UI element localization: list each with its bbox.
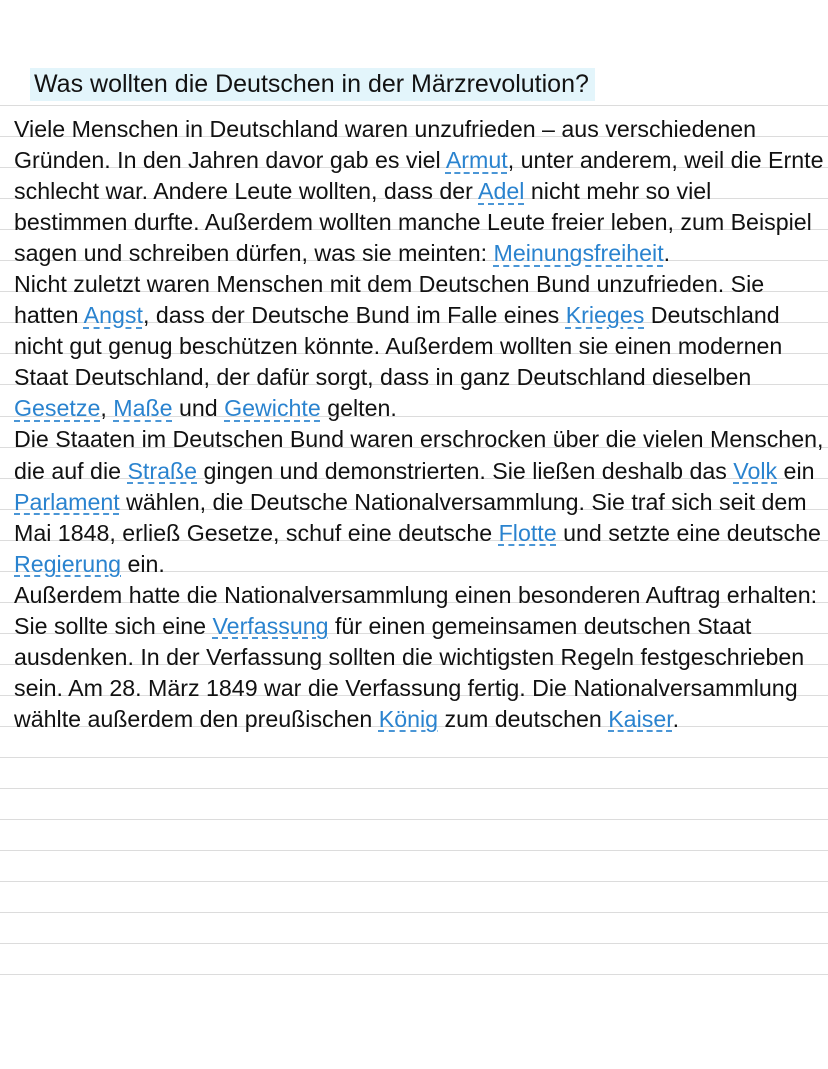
text: nicht mehr so viel bestimmen durfte. Außerdem wollten manche Leute freier leben, zum Beispiel sagen und schreiben dürfen, was sie meinten: — [14, 178, 812, 267]
text: Außerdem hatte die Nationalversammlung einen besonderen Auftrag erhalten: Sie sollte sich eine — [14, 581, 818, 639]
text: Deutschland nicht gut genug beschützen könnte. Außerdem wollten sie einen modernen Staat Deutschland, der dafür sorgt, dass in ganz Deutschland dieselben — [14, 302, 783, 391]
text: und setzte eine deutsche — [556, 519, 821, 546]
paragraph-nationalversammlung — [14, 424, 824, 579]
ruled-line — [0, 819, 828, 820]
keyword-link-gewichte[interactable]: Gewichte — [224, 395, 321, 422]
text: , unter anderem, weil die Ernte schlecht war. Andere Leute wollten, dass der — [14, 147, 824, 205]
text: Viele Menschen in Deutschland waren unzufrieden – aus verschiedenen Gründen. In den Jahren davor gab es viel — [14, 116, 757, 174]
text: Nicht zuletzt waren Menschen mit dem Deutschen Bund unzufrieden. Sie hatten — [14, 271, 765, 329]
text: ein — [777, 457, 815, 484]
text: und — [172, 395, 225, 422]
ruled-line — [0, 850, 828, 851]
ruled-line — [0, 881, 828, 882]
keyword-link-masse[interactable]: Maße — [113, 395, 173, 422]
keyword-link-angst[interactable]: Angst — [83, 302, 143, 329]
keyword-link-flotte[interactable]: Flotte — [498, 519, 557, 546]
text: für einen gemeinsamen deutschen Staat ausdenken. In der Verfassung sollten die wichtigsten Regeln festgeschrieben sein. Am 28. März 1849 war die Verfassung fertig. Die Nationalversammlung wählte außerdem den preußischen — [14, 612, 805, 732]
text: wählen, die Deutsche Nationalversammlung. Sie traf sich seit dem Mai 1848, erließ Gesetze, schuf eine deutsche — [14, 488, 807, 546]
keyword-link-koenig[interactable]: König — [378, 705, 439, 732]
text: , dass der Deutsche Bund im Falle eines — [142, 302, 566, 329]
keyword-link-adel[interactable]: Adel — [478, 178, 525, 205]
keyword-link-gesetze[interactable]: Gesetze — [14, 395, 101, 422]
ruled-line — [0, 974, 828, 975]
title-container — [30, 68, 595, 101]
text: . — [672, 705, 680, 732]
keyword-link-krieges[interactable]: Krieges — [565, 302, 645, 329]
text: zum deutschen — [438, 705, 609, 732]
ruled-line — [0, 943, 828, 944]
keyword-link-meinungsfreiheit[interactable]: Meinungsfreiheit — [493, 240, 664, 267]
keyword-link-strasse[interactable]: Straße — [127, 457, 198, 484]
document-body — [14, 114, 824, 735]
paragraph-deutscher-bund — [14, 269, 824, 424]
keyword-link-kaiser[interactable]: Kaiser — [608, 705, 673, 732]
ruled-line — [0, 912, 828, 913]
paragraph-verfassung — [14, 580, 824, 735]
keyword-link-armut[interactable]: Armut — [445, 147, 508, 174]
text: ein. — [121, 550, 165, 577]
keyword-link-verfassung[interactable]: Verfassung — [212, 612, 329, 639]
ruled-line — [0, 757, 828, 758]
paragraph-reasons — [14, 114, 824, 269]
ruled-line — [0, 788, 828, 789]
keyword-link-parlament[interactable]: Parlament — [14, 488, 120, 515]
text: . — [663, 240, 671, 267]
ruled-line — [0, 105, 828, 106]
keyword-link-regierung[interactable]: Regierung — [14, 550, 121, 577]
document-title: Was wollten die Deutschen in der Märzrevolution? — [30, 68, 595, 101]
text: Die Staaten im Deutschen Bund waren erschrocken über die vielen Menschen, die auf die — [14, 426, 824, 484]
keyword-link-volk[interactable]: Volk — [733, 457, 778, 484]
text: gingen und demonstrierten. Sie ließen deshalb das — [197, 457, 734, 484]
text: , — [100, 395, 114, 422]
text: gelten. — [320, 395, 397, 422]
